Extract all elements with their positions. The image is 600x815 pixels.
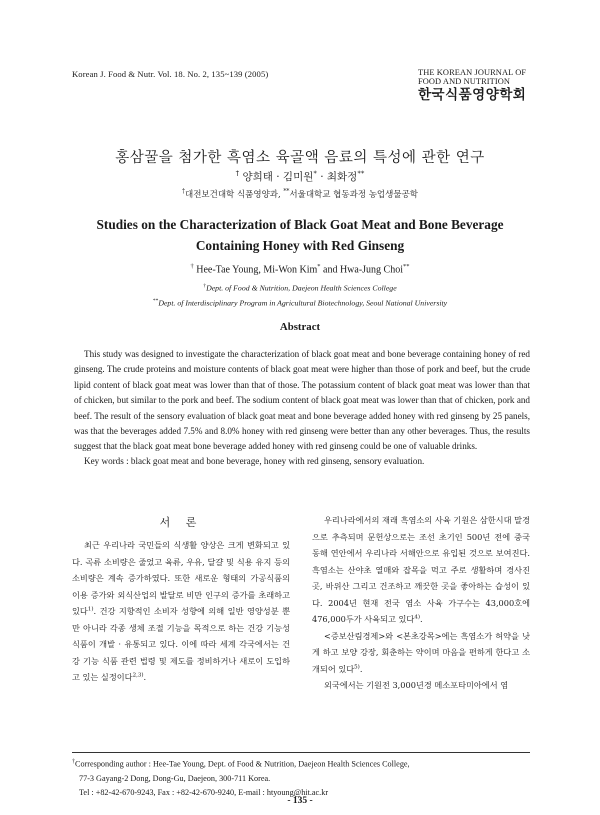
paragraph-text: . 건강 지향적인 소비자 성향에 의해 일반 영양성분 뿐만 아니라 각종 생체 조절 기능을 목적으로 하는 건강 기능성 식품이 개발 · 유통되고 있다. 이에 따라 세계 각국에서는 건강 기능 식품 관련 법령 및 제도를 정비하거나 새로이 도입하고 있는 실정이다 — [72, 606, 290, 682]
paragraph-text: . — [420, 614, 423, 624]
citation: 4) — [414, 614, 420, 621]
society-logo — [418, 68, 538, 103]
affil-mark: ** — [283, 188, 290, 196]
paragraph-text: 최근 우리나라 국민들의 식생활 양상은 크게 변화되고 있다. 곡류 소비량은 줄었고 육류, 우유, 달걀 및 식용 유지 등의 소비량은 계속 증가하였다. 또한 새로운 형태의 가공식품의 이용 증가와 외식산업의 발달로 비만 인구의 증가를 초래하고 있다 — [72, 540, 290, 616]
page-number: - 135 - — [287, 796, 313, 806]
title-korean: 홍삼꿀을 첨가한 흑염소 육골액 음료의 특성에 관한 연구 — [115, 150, 485, 166]
paragraph-text: <증보산림경제>와 <본초강목>에는 흑염소가 허약을 낫게 하고 보양 강장, 회춘하는 약이며 마음을 편하게 한다고 소개되어 있다 — [312, 630, 530, 674]
abstract-body: This study was designed to investigate the characterization of black goat meat and bone beverage containing honey of red ginseng. The crude proteins and moisture contents of black goat meat were higher than those of pork and beef, but the crude lipid content of black goat meat was lower than that of those. The potassium content of black goat meat was lower than that of chicken, but similar to the pork and beef. The sodium content of black goat meat was lower than that of chicken, pork and beef. The result of the sensory evaluation of black goat meat and bone beverage added honey with red ginseng by 25 panels, was that the beverages added 7.5% and 8.0% honey with red ginseng were better than any other beverages. Thus, the results suggest that the black goat meat bone beverage added honey with red ginseng could be one of valuable drinks. — [74, 349, 530, 452]
authors-english — [0, 263, 600, 275]
author-name: and Hwa-Jung Choi — [320, 264, 403, 276]
paragraph — [312, 628, 530, 678]
journal-reference: Korean J. Food & Nutr. Vol. 18. No. 2, 135~139 (2005) — [72, 69, 269, 79]
author-names: · 최화정 — [316, 171, 358, 183]
author-mark: * — [317, 263, 321, 270]
affil-text: Dept. of Interdisciplinary Program in Agricultural Biotechnology, Seoul National University — [158, 298, 448, 308]
paragraph-text: . — [359, 663, 363, 674]
affil-mark: ** — [152, 298, 159, 305]
abstract-heading: Abstract — [279, 321, 321, 333]
citation: 5) — [354, 663, 360, 670]
affil-en-line1 — [0, 280, 600, 295]
footnote-line2: 77-3 Gayang-2 Dong, Dong-Gu, Daejeon, 300-711 Korea. — [79, 773, 271, 783]
affiliation-korean — [0, 188, 600, 200]
affil-text: 서울대학교 협동과정 농업생물공학 — [289, 190, 418, 200]
title-english-line2: Containing Honey with Red Ginseng — [195, 238, 405, 253]
affil-en-line2 — [0, 295, 600, 310]
author-mark: ** — [403, 263, 410, 270]
paragraph — [72, 537, 290, 686]
affil-mark: † — [181, 188, 185, 196]
section-heading-introduction: 서 론 — [159, 516, 203, 529]
paragraph-text: 우리나라에서의 재래 흑염소의 사육 기원은 삼한시대 말경으로 추측되며 문헌상으로는 조선 초기인 500년 전에 중국 동해 연안에서 우리나라 서해안으로 유입된 것으로 보여진다. 흑염소는 산야초 열매와 잡목을 먹고 주로 생활하며 경사진 곳, 바위산 그리고 건조하고 깨끗한 곳을 좋아하는 습성이 있다. 2004년 현재 전국 염소 사육 가구수는 43,000호에 476,000두가 사육되고 있다 — [312, 515, 530, 624]
paragraph — [312, 677, 530, 694]
society-name-en-1: THE KOREAN JOURNAL OF — [418, 68, 527, 77]
citation: 1) — [87, 606, 94, 613]
affil-text: 대전보건대학 식품영양과, — [184, 190, 284, 200]
author-mark: * — [313, 169, 317, 178]
author-name: , Mi-Won Kim — [258, 264, 318, 276]
footnote-line3: Tel : +82-42-670-9243, Fax : +82-42-670-9240, E-mail : htyoung@hit.ac.kr — [79, 787, 329, 797]
title-english — [0, 214, 600, 256]
author-name: Hee-Tae Young — [196, 264, 259, 276]
footnote-corresponding-author — [72, 755, 532, 800]
affil-mark: † — [203, 283, 207, 289]
footnote-text: Corresponding author : Hee-Tae Young, Dept. of Food & Nutrition, Daejeon Health Sciences College, — [75, 759, 410, 769]
footnote-mark: † — [72, 759, 75, 765]
author-names: 양희태 · 김미원 — [239, 171, 314, 183]
paragraph — [312, 512, 530, 628]
body-column-left — [72, 537, 290, 686]
author-mark: † — [235, 169, 240, 178]
body-column-right — [312, 512, 530, 694]
affiliation-english — [0, 280, 600, 310]
society-name-en-2: FOOD AND NUTRITION — [418, 77, 511, 87]
paragraph-text: . — [143, 672, 147, 682]
author-mark: ** — [357, 169, 365, 178]
affil-text: Dept. of Food & Nutrition, Daejeon Health Sciences College — [206, 283, 397, 293]
society-name-ko: 한국식품영양학회 — [418, 87, 527, 104]
authors-korean — [0, 169, 600, 184]
author-mark: † — [190, 263, 194, 270]
keywords: Key words : black goat meat and bone beverage, honey with red ginseng, sensory evaluation. — [84, 456, 425, 466]
footnote-line1 — [72, 755, 532, 772]
paragraph-text: 외국에서는 기원전 3,000년경 메소포타미아에서 염 — [324, 680, 509, 690]
title-english-line1: Studies on the Characterization of Black Goat Meat and Bone Beverage — [96, 217, 504, 232]
footnote-divider — [72, 752, 530, 753]
citation: 2,3) — [132, 672, 144, 679]
